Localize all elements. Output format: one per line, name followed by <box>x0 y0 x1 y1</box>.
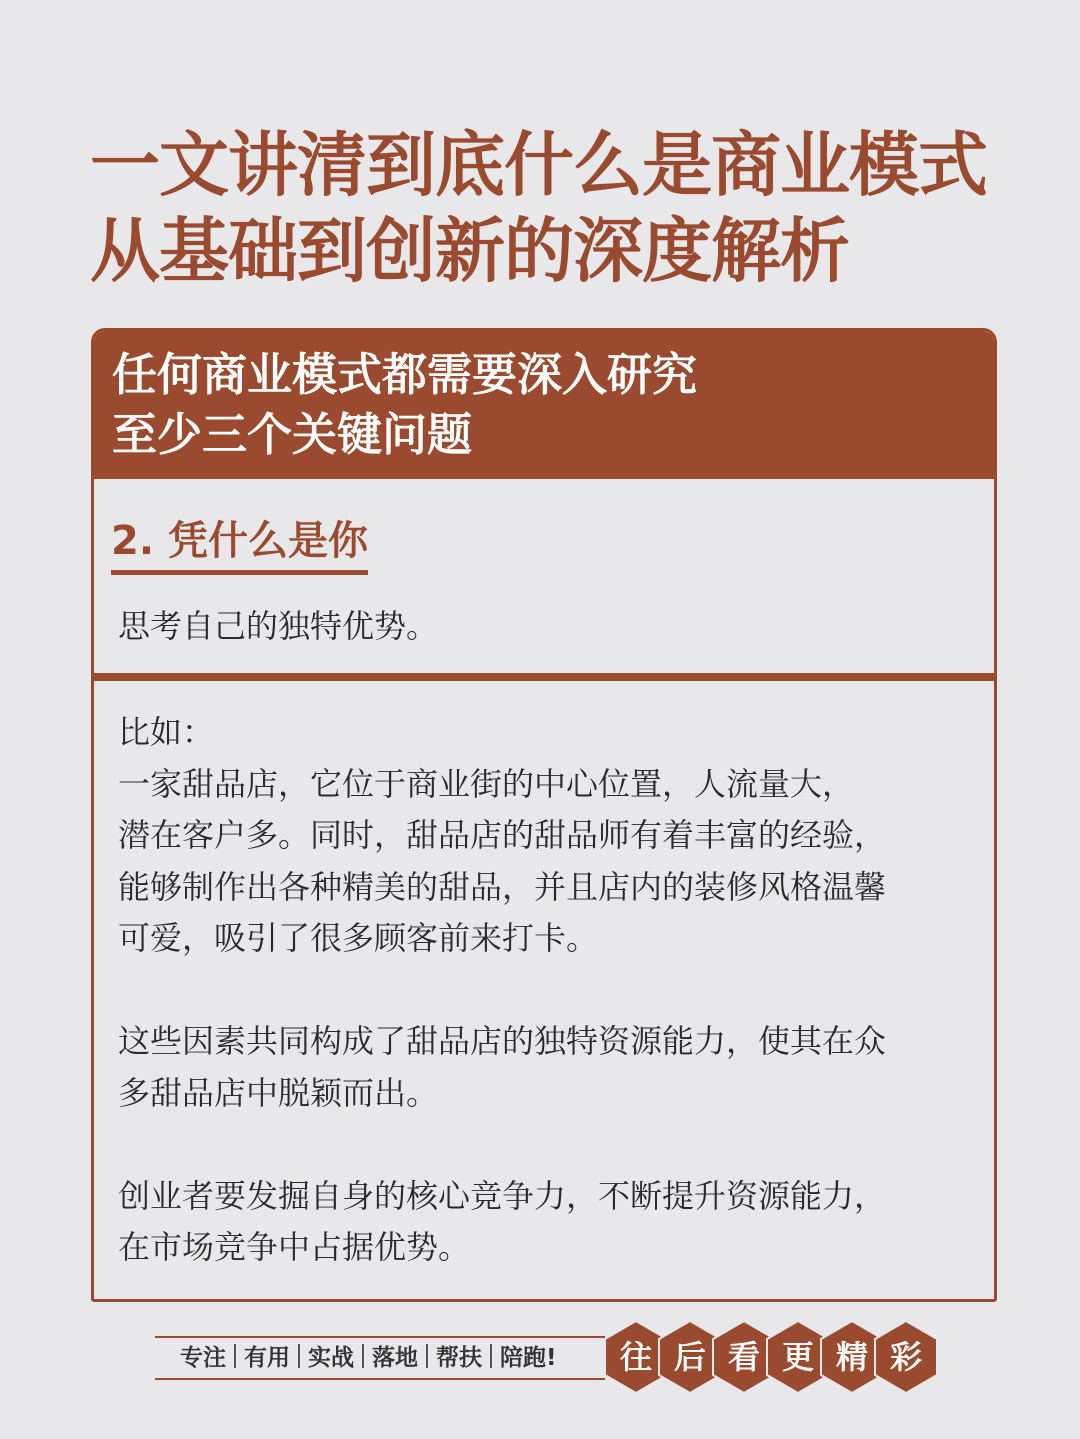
body-line: 可爱，吸引了很多顾客前来打卡。 <box>118 919 599 957</box>
tag-item: 帮扶 <box>436 1345 482 1371</box>
body-line: 多甜品店中脱颖而出。 <box>118 1073 439 1112</box>
body-line: 潜在客户多。同时，甜品店的甜品师有着丰富的经验， <box>118 816 887 854</box>
footer-line-bottom <box>155 1378 605 1380</box>
tag-item: 有用 <box>244 1345 290 1371</box>
hex-char: 精 <box>835 1338 868 1376</box>
body-line: 创业者要发掘自身的核心竞争力，不断提升资源能力， <box>118 1176 887 1215</box>
footer-tagline <box>180 1341 557 1375</box>
content-card <box>91 328 997 1302</box>
intro-text: 思考自己的独特优势。 <box>118 607 439 645</box>
hex-char: 更 <box>781 1338 814 1376</box>
hex-char: 看 <box>727 1338 760 1376</box>
card-header <box>94 331 994 479</box>
title-line-1: 一文讲清到底什么是商业模式 <box>90 124 987 206</box>
tag-item: 陪跑! <box>500 1345 557 1371</box>
body-line: 能够制作出各种精美的甜品，并且店内的装修风格温馨 <box>118 867 887 906</box>
hex-badge <box>874 1320 938 1394</box>
hex-char: 往 <box>619 1338 652 1376</box>
body-line: 在市场竞争中占据优势。 <box>118 1228 471 1266</box>
card-header-line-1: 任何商业模式都需要深入研究 <box>112 348 698 401</box>
hex-char: 彩 <box>889 1338 922 1376</box>
body-line: 这些因素共同构成了甜品店的独特资源能力，使其在众 <box>118 1022 887 1060</box>
title-line-2: 从基础到创新的深度解析 <box>90 210 849 292</box>
body-text <box>118 707 988 1274</box>
tag-item: 专注 <box>180 1345 226 1371</box>
page-title <box>90 122 1050 294</box>
tag-item: 实战 <box>308 1345 354 1371</box>
section-divider <box>94 673 994 681</box>
example-label: 比如： <box>118 713 215 751</box>
section-title: 2. 凭什么是你 <box>111 514 368 575</box>
card-header-line-2: 至少三个关键问题 <box>112 408 473 461</box>
body-line: 一家甜品店，它位于商业街的中心位置，人流量大， <box>118 764 855 803</box>
see-more-badges <box>604 1320 934 1402</box>
hex-char: 后 <box>673 1338 706 1376</box>
footer-line-top <box>155 1336 605 1338</box>
tag-item: 落地 <box>372 1345 418 1371</box>
